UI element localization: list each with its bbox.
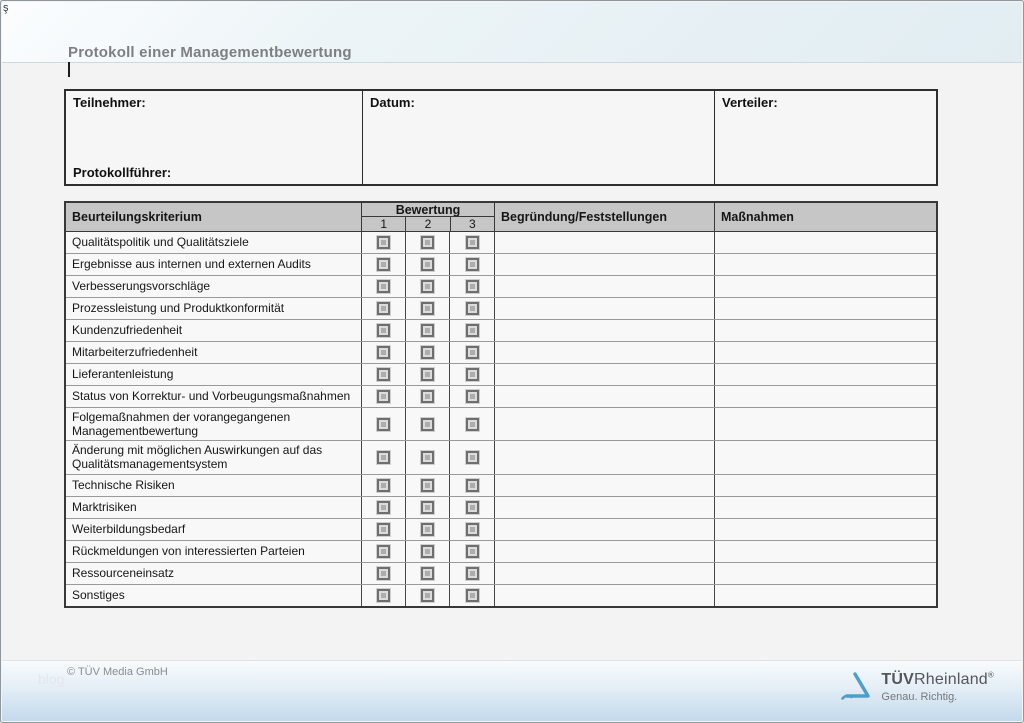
criteria-row xyxy=(66,253,936,275)
checkbox-icon xyxy=(421,346,434,359)
rating-checkbox-2[interactable] xyxy=(405,364,449,385)
justification-cell[interactable] xyxy=(494,276,714,297)
justification-cell[interactable] xyxy=(494,364,714,385)
actions-cell[interactable] xyxy=(714,497,936,518)
watermark-text: blog xyxy=(38,671,65,687)
rating-checkbox-1[interactable] xyxy=(361,519,405,540)
criterion-label: Prozessleistung und Produktkonformität xyxy=(72,301,285,316)
rating-checkbox-1[interactable] xyxy=(361,254,405,275)
checkbox-icon xyxy=(421,545,434,558)
participants-label: Teilnehmer: xyxy=(73,95,146,110)
criteria-row xyxy=(66,496,936,518)
rating-checkbox-2[interactable] xyxy=(405,386,449,407)
checkbox-icon xyxy=(466,479,479,492)
checkbox-icon xyxy=(466,451,479,464)
checkbox-icon xyxy=(421,258,434,271)
rating-checkbox-1[interactable] xyxy=(361,276,405,297)
checkbox-icon xyxy=(421,280,434,293)
criteria-row xyxy=(66,407,936,440)
checkbox-icon xyxy=(421,589,434,602)
rating-checkbox-1[interactable] xyxy=(361,475,405,496)
rating-checkbox-1[interactable] xyxy=(361,298,405,319)
criteria-table-header xyxy=(66,203,936,231)
criterion-column-header: Beurteilungskriterium xyxy=(72,210,202,224)
info-box xyxy=(64,89,938,186)
justification-cell[interactable] xyxy=(494,475,714,496)
checkbox-icon xyxy=(466,567,479,580)
justification-cell[interactable] xyxy=(494,497,714,518)
checkbox-icon xyxy=(421,302,434,315)
rating-checkbox-3[interactable] xyxy=(449,497,494,518)
criteria-row xyxy=(66,363,936,385)
logo-brand-rest: Rheinland xyxy=(914,671,988,689)
participants-field[interactable] xyxy=(66,91,362,184)
checkbox-icon xyxy=(466,302,479,315)
criteria-row xyxy=(66,385,936,407)
registered-mark: ® xyxy=(987,671,994,680)
rating-checkbox-1[interactable] xyxy=(361,408,405,440)
rating-checkbox-1[interactable] xyxy=(361,320,405,341)
actions-cell[interactable] xyxy=(714,519,936,540)
checkbox-icon xyxy=(377,523,390,536)
criterion-label: Status von Korrektur- und Vorbeugungsmaßnahmen xyxy=(72,389,351,404)
rating-checkbox-3[interactable] xyxy=(449,441,494,473)
rating-checkbox-3[interactable] xyxy=(449,320,494,341)
checkbox-icon xyxy=(421,368,434,381)
date-label: Datum: xyxy=(370,95,415,110)
criteria-row xyxy=(66,297,936,319)
rating-checkbox-1[interactable] xyxy=(361,386,405,407)
date-field[interactable] xyxy=(362,91,714,184)
criterion-label: Qualitätspolitik und Qualitätsziele xyxy=(72,235,249,250)
checkbox-icon xyxy=(421,451,434,464)
rating-col-3-header: 3 xyxy=(450,217,494,231)
logo-brand-bold: TÜV xyxy=(881,671,915,689)
actions-cell[interactable] xyxy=(714,254,936,275)
justification-cell[interactable] xyxy=(494,541,714,562)
criterion-label: Ressourceneinsatz xyxy=(72,566,175,581)
checkbox-icon xyxy=(377,451,390,464)
criteria-row xyxy=(66,231,936,253)
criteria-row xyxy=(66,474,936,496)
rating-checkbox-3[interactable] xyxy=(449,541,494,562)
criterion-label: Folgemaßnahmen der vorangegangenen Managementbewertung xyxy=(72,410,291,439)
rating-checkbox-2[interactable] xyxy=(405,519,449,540)
criteria-row xyxy=(66,319,936,341)
checkbox-icon xyxy=(377,368,390,381)
checkbox-icon xyxy=(466,236,479,249)
checkbox-icon xyxy=(377,236,390,249)
criterion-label: Sonstiges xyxy=(72,588,125,603)
justification-cell[interactable] xyxy=(494,441,714,473)
criteria-row xyxy=(66,275,936,297)
checkbox-icon xyxy=(421,479,434,492)
checkbox-icon xyxy=(377,545,390,558)
rating-checkbox-3[interactable] xyxy=(449,408,494,440)
criterion-label: Mitarbeiterzufriedenheit xyxy=(72,345,198,360)
rating-checkbox-1[interactable] xyxy=(361,342,405,363)
checkbox-icon xyxy=(466,523,479,536)
copyright-text: © TÜV Media GmbH xyxy=(67,666,168,678)
rating-checkbox-1[interactable] xyxy=(361,364,405,385)
criterion-label: Verbesserungsvorschläge xyxy=(72,279,211,294)
actions-cell[interactable] xyxy=(714,441,936,473)
actions-cell[interactable] xyxy=(714,342,936,363)
criteria-row xyxy=(66,518,936,540)
checkbox-icon xyxy=(421,523,434,536)
checkbox-icon xyxy=(377,589,390,602)
checkbox-icon xyxy=(377,258,390,271)
tuv-triangle-icon xyxy=(839,671,871,705)
page-title: Protokoll einer Managementbewertung xyxy=(68,44,352,61)
rating-checkbox-3[interactable] xyxy=(449,386,494,407)
logo-tagline: Genau. Richtig. xyxy=(881,691,958,704)
rating-checkbox-2[interactable] xyxy=(405,475,449,496)
criteria-rows xyxy=(66,231,936,606)
rating-checkbox-2[interactable] xyxy=(405,232,449,253)
actions-cell[interactable] xyxy=(714,232,936,253)
checkbox-icon xyxy=(466,324,479,337)
justification-column-header: Begründung/Feststellungen xyxy=(494,203,714,231)
criterion-label: Technische Risiken xyxy=(72,478,175,493)
rating-checkbox-2[interactable] xyxy=(405,497,449,518)
criterion-label: Kundenzufriedenheit xyxy=(72,323,183,338)
rating-checkbox-2[interactable] xyxy=(405,408,449,440)
distribution-label: Verteiler: xyxy=(722,95,778,110)
criteria-table xyxy=(64,201,938,608)
justification-cell[interactable] xyxy=(494,519,714,540)
rating-checkbox-3[interactable] xyxy=(449,232,494,253)
rating-checkbox-1[interactable] xyxy=(361,541,405,562)
checkbox-icon xyxy=(421,236,434,249)
rating-checkbox-3[interactable] xyxy=(449,298,494,319)
checkbox-icon xyxy=(466,258,479,271)
rating-checkbox-2[interactable] xyxy=(405,254,449,275)
justification-cell[interactable] xyxy=(494,585,714,606)
recorder-label: Protokollführer: xyxy=(73,165,172,180)
criterion-label: Weiterbildungsbedarf xyxy=(72,522,186,537)
rating-checkbox-3[interactable] xyxy=(449,342,494,363)
rating-col-2-header: 2 xyxy=(405,217,449,231)
actions-cell[interactable] xyxy=(714,475,936,496)
actions-cell[interactable] xyxy=(714,585,936,606)
actions-cell[interactable] xyxy=(714,563,936,584)
rating-checkbox-3[interactable] xyxy=(449,585,494,606)
rating-checkbox-2[interactable] xyxy=(405,541,449,562)
rating-checkbox-2[interactable] xyxy=(405,585,449,606)
checkbox-icon xyxy=(466,390,479,403)
rating-header: Bewertung xyxy=(362,203,494,217)
actions-cell[interactable] xyxy=(714,541,936,562)
text-cursor xyxy=(68,62,70,77)
justification-cell[interactable] xyxy=(494,408,714,440)
criteria-row xyxy=(66,341,936,363)
actions-column-header: Maßnahmen xyxy=(714,203,936,231)
justification-cell[interactable] xyxy=(494,298,714,319)
checkbox-icon xyxy=(466,589,479,602)
checkbox-icon xyxy=(466,346,479,359)
actions-cell[interactable] xyxy=(714,386,936,407)
rating-checkbox-1[interactable] xyxy=(361,232,405,253)
actions-cell[interactable] xyxy=(714,408,936,440)
criterion-label: Marktrisiken xyxy=(72,500,137,515)
criteria-row xyxy=(66,562,936,584)
rating-col-1-header: 1 xyxy=(380,217,387,231)
rating-checkbox-2[interactable] xyxy=(405,563,449,584)
checkbox-icon xyxy=(377,280,390,293)
justification-cell[interactable] xyxy=(494,342,714,363)
rating-checkbox-3[interactable] xyxy=(449,254,494,275)
justification-cell[interactable] xyxy=(494,232,714,253)
rating-checkbox-1[interactable] xyxy=(361,585,405,606)
justification-cell[interactable] xyxy=(494,320,714,341)
checkbox-icon xyxy=(377,418,390,431)
checkbox-icon xyxy=(421,390,434,403)
rating-column-group xyxy=(361,203,494,231)
criteria-row xyxy=(66,584,936,606)
checkbox-icon xyxy=(377,390,390,403)
justification-cell[interactable] xyxy=(494,254,714,275)
actions-cell[interactable] xyxy=(714,298,936,319)
corner-glyph: ş xyxy=(3,2,9,14)
rating-checkbox-3[interactable] xyxy=(449,364,494,385)
tuv-rheinland-logo xyxy=(839,671,994,705)
rating-checkbox-3[interactable] xyxy=(449,276,494,297)
checkbox-icon xyxy=(377,302,390,315)
criteria-row xyxy=(66,440,936,473)
rating-checkbox-2[interactable] xyxy=(405,276,449,297)
justification-cell[interactable] xyxy=(494,563,714,584)
rating-checkbox-1[interactable] xyxy=(361,563,405,584)
checkbox-icon xyxy=(377,567,390,580)
rating-checkbox-2[interactable] xyxy=(405,320,449,341)
checkbox-icon xyxy=(377,346,390,359)
rating-checkbox-2[interactable] xyxy=(405,298,449,319)
checkbox-icon xyxy=(377,324,390,337)
criteria-row xyxy=(66,540,936,562)
checkbox-icon xyxy=(466,545,479,558)
rating-checkbox-3[interactable] xyxy=(449,563,494,584)
checkbox-icon xyxy=(421,567,434,580)
checkbox-icon xyxy=(421,418,434,431)
rating-checkbox-3[interactable] xyxy=(449,519,494,540)
checkbox-icon xyxy=(421,501,434,514)
rating-checkbox-2[interactable] xyxy=(405,441,449,473)
actions-cell[interactable] xyxy=(714,276,936,297)
rating-checkbox-1[interactable] xyxy=(361,497,405,518)
criterion-label: Ergebnisse aus internen und externen Audits xyxy=(72,257,311,272)
criterion-label: Lieferantenleistung xyxy=(72,367,174,382)
checkbox-icon xyxy=(377,479,390,492)
rating-checkbox-1[interactable] xyxy=(361,441,405,473)
checkbox-icon xyxy=(421,324,434,337)
distribution-field[interactable] xyxy=(714,91,936,184)
justification-cell[interactable] xyxy=(494,386,714,407)
logo-text xyxy=(881,671,994,703)
checkbox-icon xyxy=(466,368,479,381)
actions-cell[interactable] xyxy=(714,364,936,385)
criterion-label: Änderung mit möglichen Auswirkungen auf das Qualitätsmanagementsystem xyxy=(72,443,323,472)
criterion-label: Rückmeldungen von interessierten Parteien xyxy=(72,544,305,559)
actions-cell[interactable] xyxy=(714,320,936,341)
checkbox-icon xyxy=(377,501,390,514)
footer xyxy=(2,660,1022,721)
rating-checkbox-3[interactable] xyxy=(449,475,494,496)
checkbox-icon xyxy=(466,501,479,514)
rating-checkbox-2[interactable] xyxy=(405,342,449,363)
checkbox-icon xyxy=(466,280,479,293)
checkbox-icon xyxy=(466,418,479,431)
